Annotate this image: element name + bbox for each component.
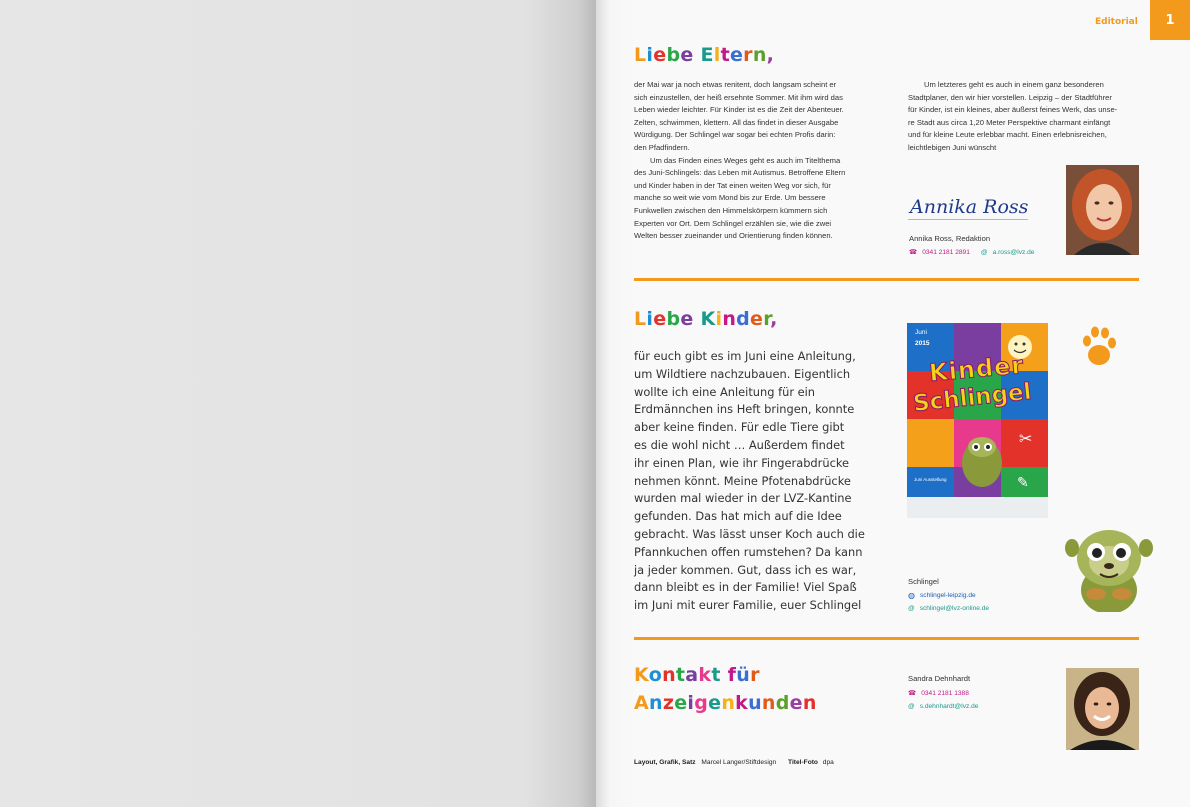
signature-annika-ross: Annika Ross [910,196,1029,218]
cover-issue-label: Juni Ausstellung [914,477,947,482]
phone-icon: ☎ [909,249,918,256]
text-line: sich einzustellen, der heiß ersehnte Sommer. Mit ihm wird das [634,92,843,102]
heading-letter: e [653,308,667,330]
text-line: gebracht. Was lässt unser Koch auch die [634,526,865,541]
text-line: aber keine finden. Für edle Tiere gibt [634,420,845,435]
kids-website-row [908,591,976,600]
sales-phone: 0341 2181 1388 [921,689,969,697]
text-line: für Kinder, ist ein kleines, aber äußerst feines Werk, das unse- [908,105,1118,115]
text-line: Pfannkuchen offen rumstehen? Da kann [634,544,863,559]
text-line: für euch gibt es im Juni eine Anleitung, [634,349,856,363]
heading-letter: t [720,44,730,66]
text-line: ihr einen Plan, wie ihr Fingerabdrücke [634,455,850,470]
text-line: den Pfadfindern. [634,142,690,152]
heading-letter: n [722,308,737,330]
heading-letter: i [687,692,695,714]
parents-text-column-1 [634,79,880,243]
text-line: manche so weit wie vom Mond bis zur Erde. Um bessere [634,193,826,203]
heading-letter: a [685,664,699,686]
author-contact-row [909,248,1034,256]
kids-email-row [908,605,989,612]
credit-value-photo: dpa [822,759,834,766]
text-line: Um letzteres geht es auch in einem ganz besonderen [924,80,1104,89]
sales-phone-row [908,689,969,697]
section-label: Editorial [1095,17,1138,27]
text-line: leichtlebigen Juni wünscht [908,142,997,152]
text-line: im Juni mit eurer Familie, euer Schlingel [634,598,862,613]
heading-letter: e [674,692,688,714]
heading-letter: e [680,308,694,330]
text-line: es die wohl nicht … Außerdem findet [634,437,845,452]
email-icon: @ [908,605,915,612]
phone-icon: ☎ [908,690,917,697]
contact-heading-line1 [634,664,760,686]
text-line: gefunden. Das hat mich auf die Idee [634,509,842,524]
text-line: wurden mal wieder in der LVZ-Kantine [634,491,852,506]
text-line: und für kleine Leute erlebbar macht. Einen erlebnisreichen, [908,130,1107,140]
kids-email-link[interactable]: schlingel@lvz-online.de [919,605,990,612]
cover-title-line2: Schlingel [911,378,1033,418]
text-line: Experten vor Ort. Dem Schlingel erzählen sie, wie die zwei [634,218,832,228]
heading-letter: r [750,664,760,686]
text-line: wollte ich eine Anleitung für ein [634,384,816,399]
heading-letter: e [708,692,722,714]
heading-letter: d [736,308,751,330]
kids-contact-name: Schlingel [908,577,939,586]
kids-heading [634,308,778,330]
heading-letter: ü [736,664,751,686]
text-line: dann bleibt es in der Familie! Viel Spaß [634,580,857,595]
sales-contact-name: Sandra Dehnhardt [908,674,971,683]
heading-letter: b [666,44,681,66]
heading-letter: L [634,44,647,66]
heading-letter: E [700,44,714,66]
cover-month: Juni [915,329,927,336]
heading-letter: L [634,308,647,330]
heading-letter: r [763,308,771,330]
heading-letter: d [775,692,790,714]
photo-sandra-dehnhardt [1066,668,1139,750]
divider-2 [634,637,1139,640]
heading-letter: n [721,692,736,714]
heading-letter: t [711,664,721,686]
heading-letter: z [662,692,675,714]
text-line: ja jeder kommen. Gut, dass ich es war, [634,562,857,577]
text-line: Leben wieder leichter. Für Kinder ist es die Zeit der Abenteuer. [634,105,844,115]
parents-text-column-2 [908,79,1139,155]
heading-letter: i [715,308,723,330]
pencil-icon: ✎ [1017,475,1029,491]
heading-letter: K [700,308,716,330]
text-line: Erdmännchen ins Heft bringen, konnte [634,402,855,417]
heading-letter: n [752,44,767,66]
credit-value-layout: Marcel Langer/Stiftdesign [701,759,777,766]
photo-annika-ross [1066,165,1139,255]
heading-letter: e [729,44,744,66]
text-line: und Kinder haben in der Tat einen weiten Weg vor sich, für [634,180,831,190]
globe-icon: ◍ [908,591,915,600]
heading-letter: l [713,44,721,66]
schlingel-mascot-illustration [1062,520,1156,612]
heading-letter: n [662,664,676,686]
credit-label-photo: Titel-Foto [788,759,818,766]
heading-letter: e [750,308,764,330]
divider-1 [634,278,1139,281]
heading-letter: r [743,44,753,66]
heading-letter: e [653,44,667,66]
text-line: Funkwellen zwischen den Himmelskörpern kümmern sich [634,205,828,215]
sales-email[interactable]: s.dehnhardt@lvz.de [919,703,979,710]
heading-letter: t [675,664,686,686]
text-line: Stadtplaner, den wir hier vorstellen. Leipzig – der Stadtführer [908,92,1112,102]
signature-underline [908,219,1028,220]
email-icon: @ [980,248,988,256]
heading-letter: k [735,692,749,714]
cover-title-line1: Kinder [927,350,1026,388]
heading-letter: , [766,44,775,66]
footer-credits [634,759,834,766]
heading-letter [721,664,728,686]
text-line: Zelten, schwimmen, klettern. All das findet in dieser Ausgabe [634,117,839,127]
text-line: Welten besser zueinander und Orientierung finden können. [634,231,833,241]
heading-letter: f [727,664,737,686]
credit-label-layout: Layout, Grafik, Satz [634,759,696,766]
heading-letter: n [802,692,817,714]
heading-letter: u [748,692,762,714]
scissors-icon: ✂ [1019,429,1033,448]
kids-website-link[interactable]: schlingel-leipzig.de [919,592,976,599]
heading-letter: A [634,692,650,714]
heading-letter: K [634,664,649,686]
author-email[interactable]: a.ross@lvz.de [992,248,1035,256]
heading-letter: i [646,44,654,66]
email-icon: @ [908,703,915,710]
text-line: um Wildtiere nachzubauen. Eigentlich [634,366,851,381]
author-byline: Annika Ross, Redaktion [909,234,991,243]
heading-letter: o [648,664,663,686]
heading-letter: n [761,692,776,714]
sales-email-row [908,703,978,710]
text-line: Um das Finden eines Weges geht es auch im Titelthema [650,155,841,165]
kids-text-block [634,348,874,615]
contact-heading-line2 [634,692,817,714]
author-phone: 0341 2181 2891 [922,248,970,256]
page-number-tab: 1 [1150,0,1190,40]
heading-letter: b [666,308,681,330]
text-line: Würdigung. Der Schlingel war sogar bei echten Profis darin: [634,130,836,140]
heading-letter: n [649,692,663,714]
heading-letter: g [694,692,709,714]
heading-letter: , [770,308,778,330]
heading-letter: e [789,692,803,714]
paw-print-icon [1081,323,1117,371]
cover-year: 2015 [915,340,930,347]
magazine-cover [907,323,1048,518]
heading-letter: e [680,44,694,66]
text-line: des Juni-Schlingels: das Leben mit Autismus. Betroffene Eltern [634,168,846,178]
text-line: re Stadt aus circa 1,20 Meter Perspektive charmant einfängt [908,117,1111,127]
heading-letter: i [646,308,654,330]
heading-letter: k [698,664,712,686]
text-line: nehmen könnt. Meine Pfotenabdrücke [634,473,851,488]
text-line: der Mai war ja noch etwas renitent, doch langsam scheint er [634,80,837,89]
parents-heading [634,44,774,66]
